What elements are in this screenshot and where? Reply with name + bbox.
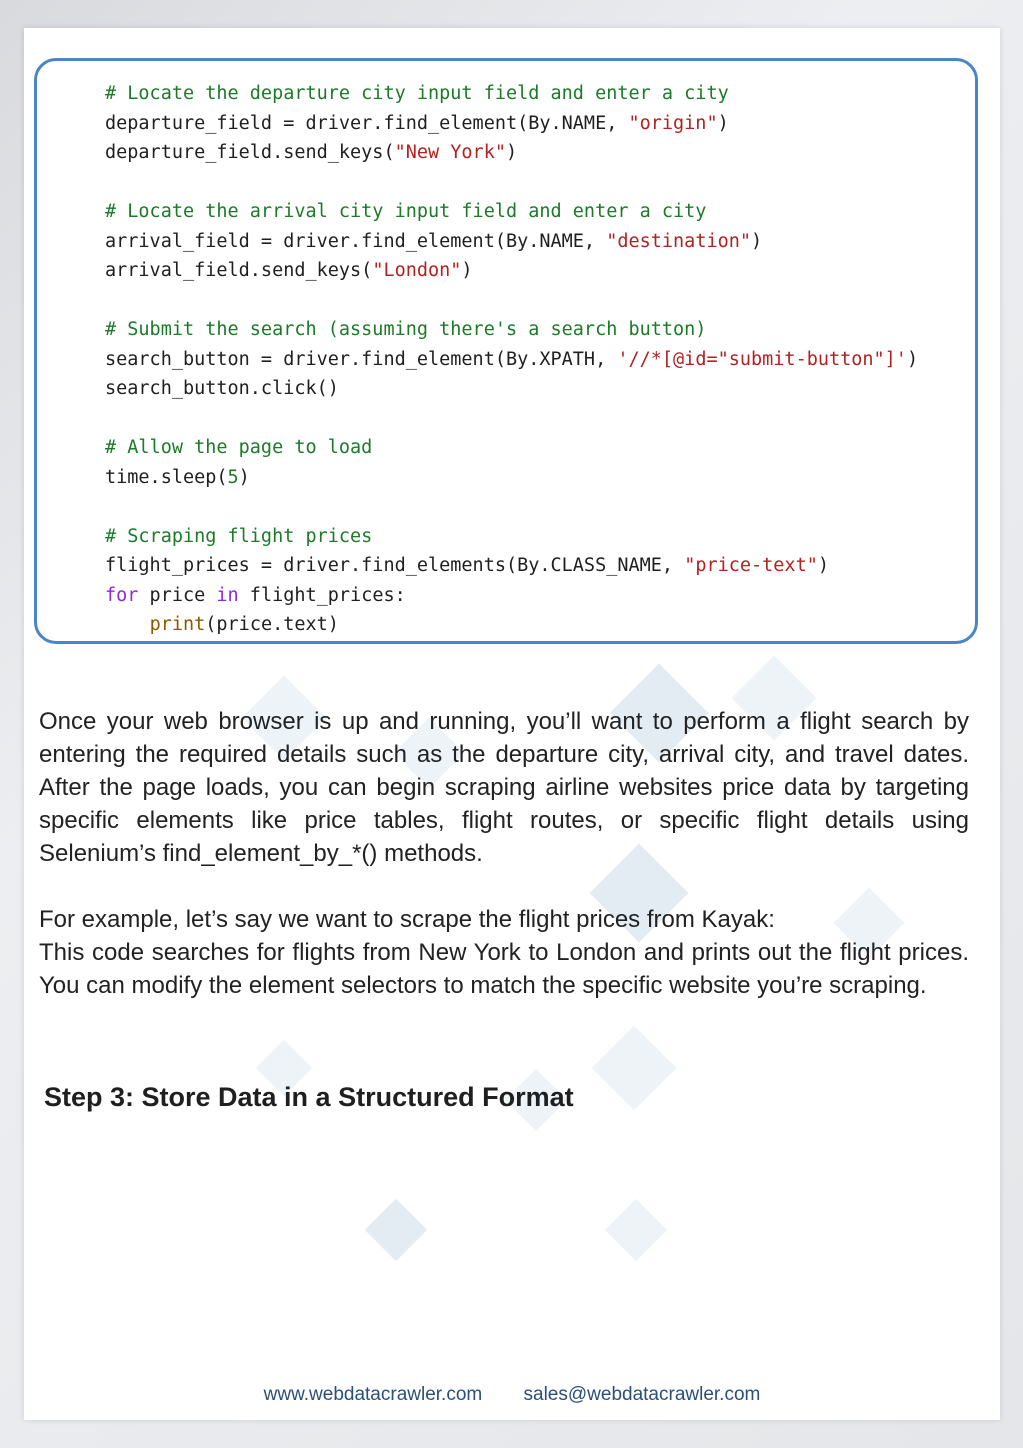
code-token xyxy=(105,614,150,635)
code-line xyxy=(105,345,918,375)
footer-email-link[interactable]: sales@webdatacrawler.com xyxy=(523,1384,761,1405)
paragraph-kayak-example: For example, let’s say we want to scrape the flight prices from Kayak: xyxy=(39,906,775,933)
code-token: '//*[@id="submit-button"]' xyxy=(617,348,907,370)
code-line xyxy=(105,522,918,552)
code-line xyxy=(105,286,918,316)
code-token: search_button.click() xyxy=(105,378,339,399)
code-token: ) xyxy=(817,555,829,576)
code-line xyxy=(105,581,918,611)
code-token: "New York" xyxy=(394,142,506,163)
code-line xyxy=(105,374,918,404)
code-line xyxy=(105,256,918,286)
code-token: "destination" xyxy=(606,230,752,252)
code-token: flight_prices = driver.find_elements(By.CLASS_NAME, xyxy=(105,555,685,576)
code-token: (price.text) xyxy=(205,614,339,635)
code-token: time.sleep( xyxy=(105,466,228,488)
python-code xyxy=(105,79,918,640)
code-line xyxy=(105,138,918,168)
code-token: "London" xyxy=(372,260,462,281)
code-line xyxy=(105,109,918,139)
code-token: ) xyxy=(906,348,919,370)
code-token: in xyxy=(216,584,239,606)
code-token: # Locate the departure city input field and enter a city xyxy=(105,83,729,104)
code-token: ) xyxy=(238,466,250,488)
footer xyxy=(24,1384,1000,1406)
footer-website-link[interactable]: www.webdatacrawler.com xyxy=(263,1384,483,1405)
code-line xyxy=(105,610,918,640)
code-token: search_button = driver.find_element(By.XPATH, xyxy=(105,348,618,370)
code-token: departure_field = driver.find_element(By.NAME, xyxy=(105,112,629,134)
document-page xyxy=(24,28,1000,1420)
code-token: arrival_field.send_keys( xyxy=(105,260,373,281)
code-line xyxy=(105,79,918,109)
paragraph-flight-search: Once your web browser is up and running, you’ll want to perform a flight search by entering the required details such as the departure city, arrival city, and travel dates. After the page loads, you can begin scraping airline websites price data by targeting specific elements like price tables, flight routes, or specific flight details using Selenium’s find_element_by_*() methods. xyxy=(39,708,969,867)
code-token: departure_field.send_keys( xyxy=(105,142,395,163)
code-block xyxy=(34,58,978,644)
background-diamond xyxy=(365,1199,427,1261)
paragraph-code-explanation: This code searches for flights from New York to London and prints out the flight prices. You can modify the element selectors to match the specific website you’re scraping. xyxy=(39,939,969,999)
code-line xyxy=(105,492,918,522)
code-token: flight_prices: xyxy=(238,584,406,606)
code-token: arrival_field = driver.find_element(By.NAME, xyxy=(105,230,607,252)
code-token: ) xyxy=(461,260,473,281)
code-token: ) xyxy=(751,230,763,252)
code-line xyxy=(105,404,918,434)
code-token: ) xyxy=(505,142,518,163)
code-token: for xyxy=(105,584,139,606)
code-line xyxy=(105,463,918,493)
code-token: price xyxy=(138,584,217,606)
code-token: # Locate the arrival city input field and enter a city xyxy=(105,201,707,222)
code-line xyxy=(105,433,918,463)
code-token: # Scraping flight prices xyxy=(105,525,373,547)
code-line xyxy=(105,197,918,227)
code-token: print xyxy=(149,614,206,635)
code-token: # Allow the page to load xyxy=(105,437,373,458)
background-diamond xyxy=(605,1199,667,1261)
code-token: # Submit the search (assuming there's a search button) xyxy=(105,319,707,340)
code-line xyxy=(105,315,918,345)
code-token: "price-text" xyxy=(684,555,818,576)
code-line xyxy=(105,168,918,198)
background-diamond xyxy=(592,1026,677,1111)
code-token: ) xyxy=(717,112,729,134)
code-token: "origin" xyxy=(628,112,718,134)
code-line xyxy=(105,551,918,581)
code-line xyxy=(105,227,918,257)
code-token: 5 xyxy=(227,466,239,488)
section-heading: Step 3: Store Data in a Structured Format xyxy=(44,1082,574,1112)
